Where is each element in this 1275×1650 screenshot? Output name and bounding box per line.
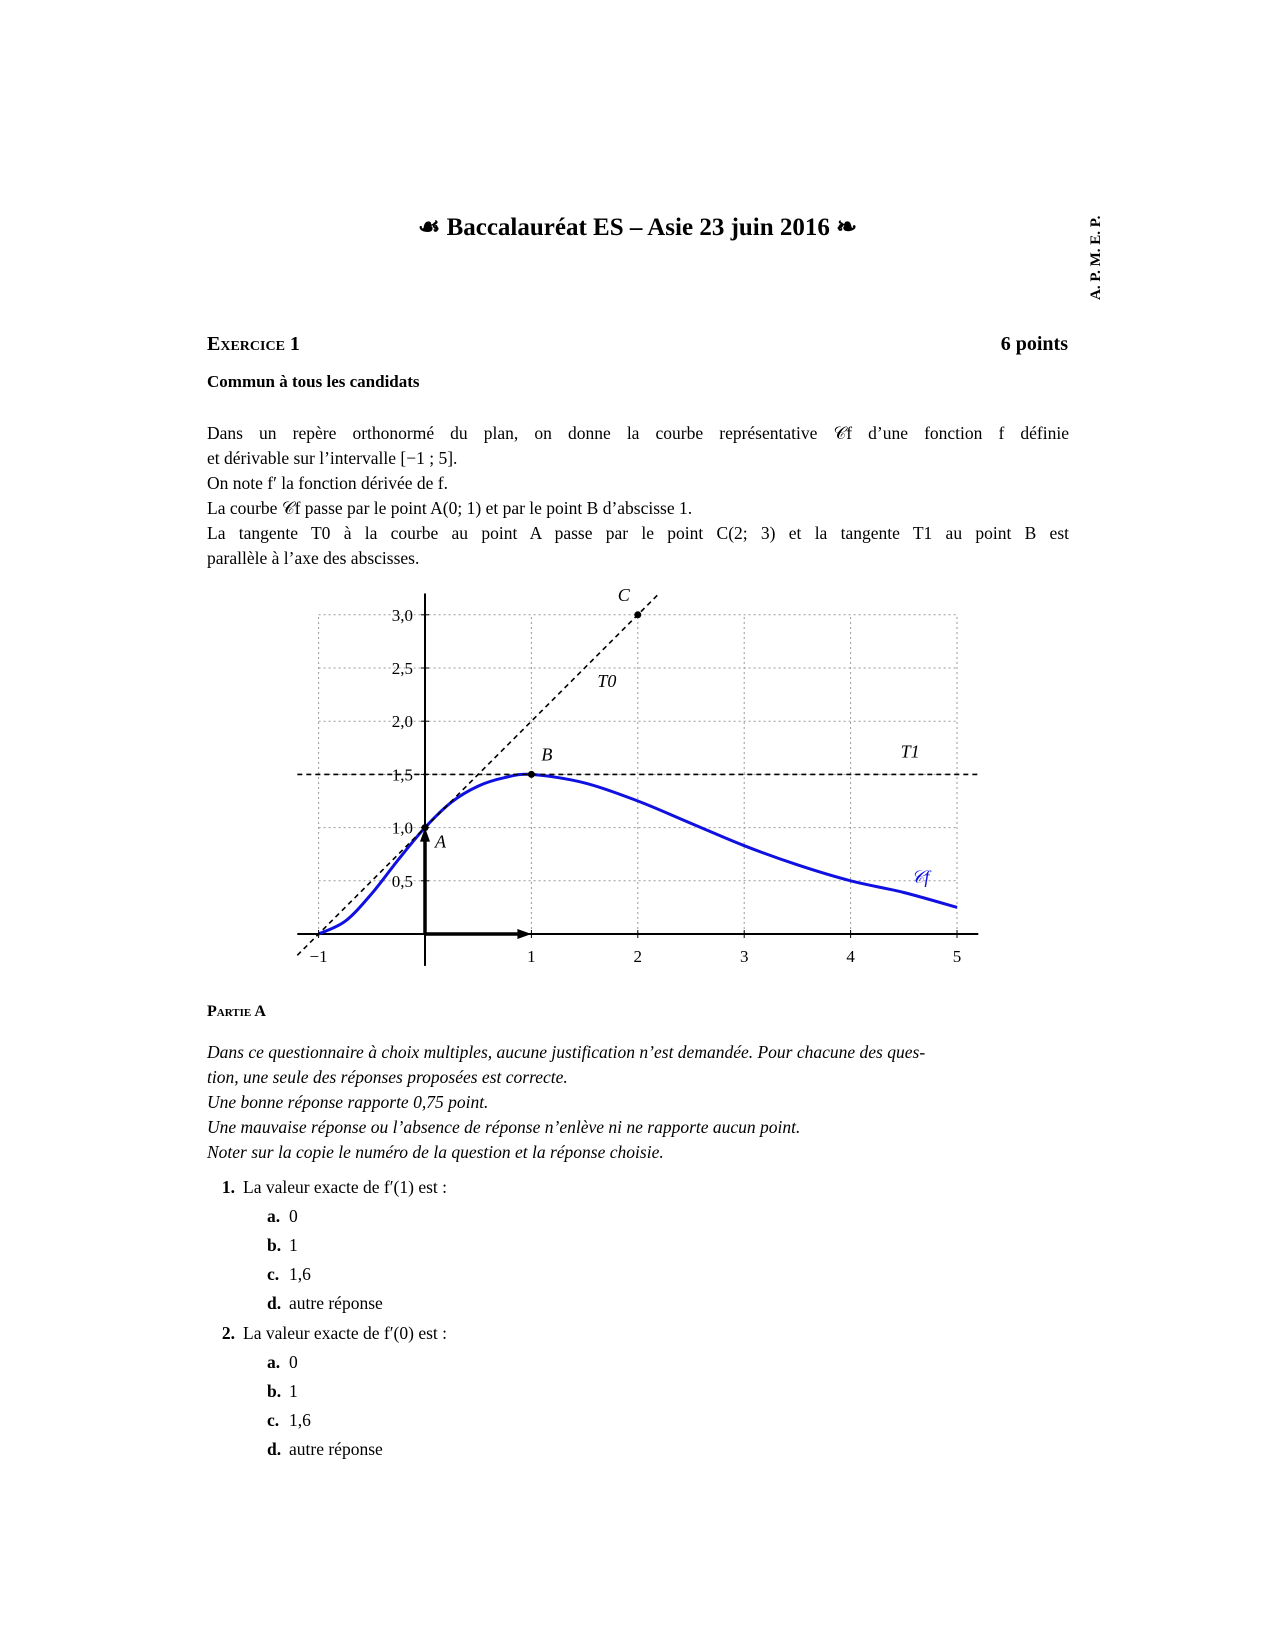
label-cf: 𝒞f — [911, 866, 930, 887]
x-tick-label: 4 — [846, 947, 855, 966]
answer-option: c. 1,6 — [267, 1264, 311, 1284]
question-2 — [207, 1323, 447, 1344]
answer-option: a. 0 — [267, 1206, 298, 1226]
point-label-c: C — [617, 584, 630, 605]
answer-option: d. autre réponse — [267, 1293, 383, 1313]
intro-line: Dans un repère orthonormé du plan, on donne la courbe représentative 𝒞f d’une fonction f définie — [207, 423, 1069, 443]
question-number: 1. — [221, 1177, 235, 1197]
point-a — [422, 824, 429, 831]
intro-line: et dérivable sur l’intervalle [−1 ; 5]. — [207, 448, 458, 468]
instruction-line: tion, une seule des réponses proposées est correcte. — [207, 1067, 568, 1087]
intro-line: La courbe 𝒞f passe par le point A(0; 1) et par le point B d’abscisse 1. — [207, 498, 693, 518]
point-label-a: A — [435, 831, 446, 852]
intro-line: On note f′ la fonction dérivée de f. — [207, 473, 448, 493]
intro-line: parallèle à l’axe des abscisses. — [207, 548, 420, 568]
question-1 — [207, 1177, 447, 1198]
exercise-points: 6 points — [1000, 333, 1068, 355]
answer-option: c. 1,6 — [267, 1410, 311, 1430]
ornament-left-icon: ☙ — [417, 214, 441, 241]
instruction-line: Dans ce questionnaire à choix multiples, aucune justification n’est demandée. Pour chacune des ques- — [207, 1042, 926, 1062]
unit-vector-i-arrow-icon — [517, 929, 531, 939]
instruction-line: Une bonne réponse rapporte 0,75 point. — [207, 1092, 489, 1112]
answer-option: b. 1 — [267, 1235, 298, 1255]
answer-option: a. 0 — [267, 1352, 298, 1372]
y-tick-label: 1,5 — [391, 765, 413, 785]
side-label: A. P. M. E. P. — [1088, 215, 1104, 300]
label-t0: T0 — [597, 671, 617, 692]
question-number: 2. — [221, 1323, 235, 1343]
point-b — [528, 771, 535, 778]
partie-a-title: Partie A — [207, 1003, 266, 1020]
ornament-right-icon: ❧ — [836, 214, 858, 241]
x-tick-label: 3 — [739, 947, 749, 966]
x-tick-label: 1 — [527, 947, 536, 966]
instruction-line: Une mauvaise réponse ou l’absence de réponse n’enlève ni ne rapporte aucun point. — [207, 1117, 801, 1137]
label-t1: T1 — [900, 741, 920, 762]
x-tick-label: 2 — [633, 947, 643, 966]
x-tick-label: 5 — [952, 947, 962, 966]
chart-ticks — [310, 606, 962, 966]
question-text: La valeur exacte de f′(1) est : — [243, 1177, 447, 1197]
y-tick-label: 0,5 — [391, 871, 413, 891]
question-text: La valeur exacte de f′(0) est : — [243, 1323, 447, 1343]
intro-line: La tangente T0 à la courbe au point A passe par le point C(2; 3) et la tangente T1 au point B est — [207, 523, 1069, 543]
answer-option: b. 1 — [267, 1381, 298, 1401]
instructions — [207, 1040, 1069, 1165]
exercise-subtitle: Commun à tous les candidats — [207, 372, 420, 391]
y-tick-label: 1,0 — [391, 818, 413, 838]
page-title-text: Baccalauréat ES – Asie 23 juin 2016 — [446, 214, 830, 241]
y-tick-label: 3,0 — [391, 605, 413, 625]
answer-option: d. autre réponse — [267, 1439, 383, 1459]
exercise-label: Exercice 1 — [207, 333, 300, 355]
y-tick-label: 2,0 — [391, 712, 413, 732]
y-tick-label: 2,5 — [391, 659, 413, 678]
instruction-line: Noter sur la copie le numéro de la question et la réponse choisie. — [207, 1142, 664, 1162]
point-label-b: B — [541, 744, 553, 765]
x-tick-label: −1 — [309, 947, 328, 966]
point-c — [634, 611, 641, 618]
